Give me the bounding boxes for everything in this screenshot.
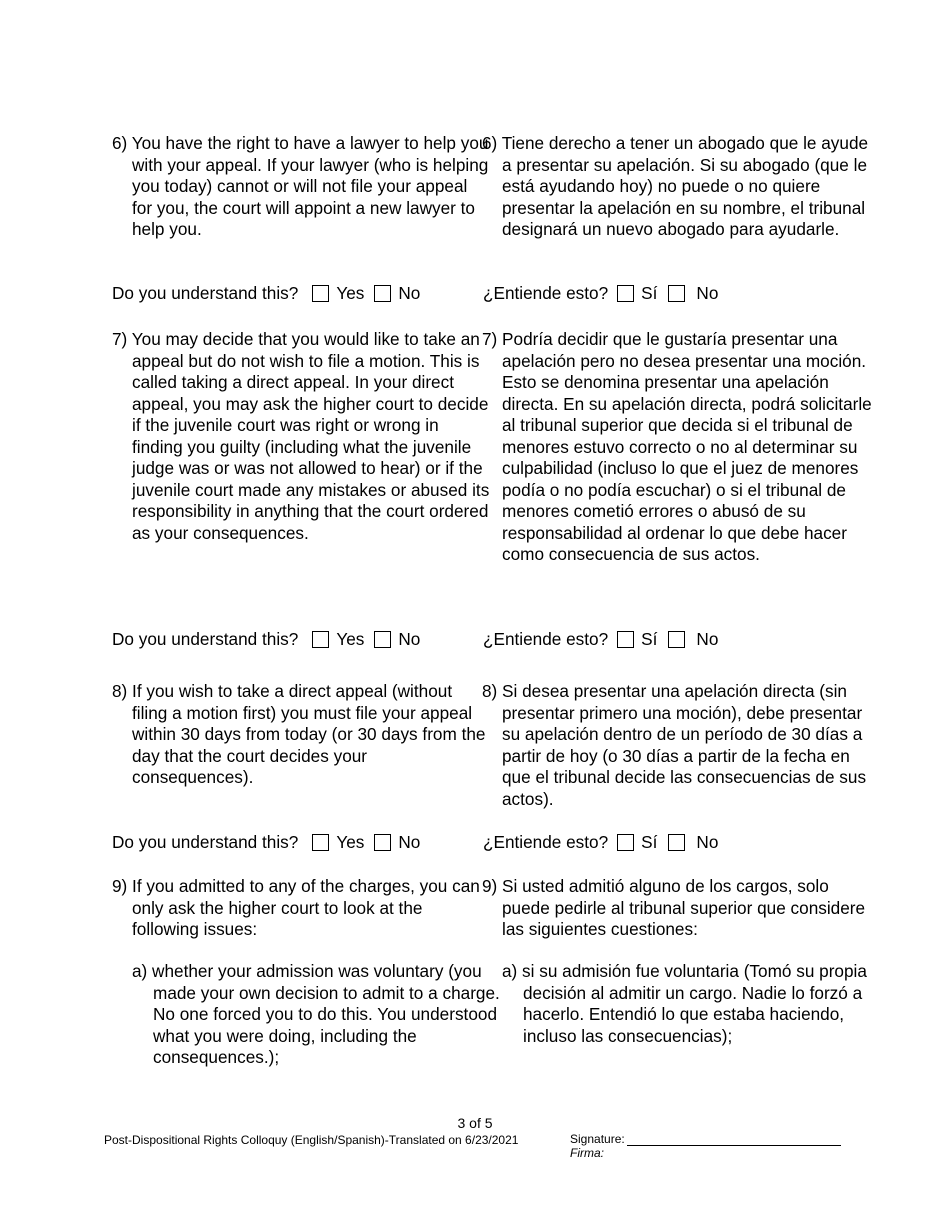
page-number: 3 of 5 bbox=[457, 1115, 493, 1131]
paragraph-6-es: 6) Tiene derecho a tener un abogado que le ayude a presentar su apelación. Si su abogado (que le está ayudando hoy) no puede o no quiere presentar la apelación en su nombre, el tribunal designará un nuevo abogado para ayudarle. bbox=[482, 133, 869, 239]
si-checkbox[interactable] bbox=[617, 285, 634, 302]
form-title: Post-Dispositional Rights Colloquy (English/Spanish)-Translated on 6/23/2021 bbox=[104, 1133, 519, 1147]
yes-label: Yes bbox=[336, 283, 365, 303]
yes-checkbox[interactable] bbox=[312, 631, 329, 648]
question-label: Do you understand this? bbox=[112, 629, 299, 649]
yes-checkbox[interactable] bbox=[312, 834, 329, 851]
no-label: No bbox=[696, 832, 719, 852]
question-8-en bbox=[112, 831, 420, 853]
yes-checkbox[interactable] bbox=[312, 285, 329, 302]
subitem-a-es: a) si su admisión fue voluntaria (Tomó su propia decisión al admitir un cargo. Nadie lo forzó a hacerlo. Entendió lo que estaba haciendo, incluso las consecuencias); bbox=[502, 961, 867, 1046]
question-6-en bbox=[112, 282, 420, 304]
paragraph-9-en: 9) If you admitted to any of the charges, you can only ask the higher court to look at the following issues: bbox=[112, 876, 480, 939]
no-checkbox[interactable] bbox=[374, 285, 391, 302]
signature-line[interactable] bbox=[627, 1145, 841, 1146]
question-label: ¿Entiende esto? bbox=[483, 283, 609, 303]
subitem-a-en: a) whether your admission was voluntary (you made your own decision to admit to a charge. No one forced you to do this. You understood what you were doing, including the consequences.); bbox=[132, 961, 500, 1067]
no-label: No bbox=[398, 832, 421, 852]
question-8-es bbox=[483, 831, 718, 853]
si-checkbox[interactable] bbox=[617, 834, 634, 851]
no-checkbox[interactable] bbox=[374, 834, 391, 851]
no-checkbox[interactable] bbox=[668, 631, 685, 648]
si-checkbox[interactable] bbox=[617, 631, 634, 648]
question-label: ¿Entiende esto? bbox=[483, 832, 609, 852]
no-label: No bbox=[398, 629, 421, 649]
paragraph-8-es: 8) Si desea presentar una apelación directa (sin presentar primero una moción), debe presentar su apelación dentro de un período de 30 días a partir de hoy (o 30 días a partir de la fecha en que el tribunal decide las consecuencias de sus actos). bbox=[482, 681, 867, 809]
no-label: No bbox=[696, 629, 719, 649]
question-label: ¿Entiende esto? bbox=[483, 629, 609, 649]
paragraph-6-en: 6) You have the right to have a lawyer to help you with your appeal. If your lawyer (who is helping you today) cannot or will not file your appeal for you, the court will appoint a new lawyer to help you. bbox=[112, 133, 489, 239]
question-7-es bbox=[483, 628, 718, 650]
no-label: No bbox=[398, 283, 421, 303]
yes-label: Yes bbox=[336, 629, 365, 649]
si-label: Sí bbox=[641, 629, 658, 649]
question-label: Do you understand this? bbox=[112, 832, 299, 852]
paragraph-9-es: 9) Si usted admitió alguno de los cargos, solo puede pedirle al tribunal superior que considere las siguientes cuestiones: bbox=[482, 876, 866, 939]
paragraph-7-en: 7) You may decide that you would like to take an appeal but do not wish to file a motion. This is called taking a direct appeal. In your direct appeal, you may ask the higher court to decide if the juvenile court was right or wrong in finding you guilty (including what the juvenile judge was or was not allowed to hear) or if the juvenile court made any mistakes or abused its responsibility in anything that the court ordered as your consequences. bbox=[112, 329, 490, 543]
no-checkbox[interactable] bbox=[668, 834, 685, 851]
question-label: Do you understand this? bbox=[112, 283, 299, 303]
paragraph-8-en: 8) If you wish to take a direct appeal (without filing a motion first) you must file your appeal within 30 days from today (or 30 days from the day that the court decides your consequences). bbox=[112, 681, 486, 787]
question-7-en bbox=[112, 628, 420, 650]
firma-label: Firma: bbox=[570, 1146, 604, 1160]
signature-label: Signature: bbox=[570, 1132, 625, 1146]
no-checkbox[interactable] bbox=[374, 631, 391, 648]
no-checkbox[interactable] bbox=[668, 285, 685, 302]
no-label: No bbox=[696, 283, 719, 303]
question-6-es bbox=[483, 282, 718, 304]
si-label: Sí bbox=[641, 283, 658, 303]
paragraph-7-es: 7) Podría decidir que le gustaría presentar una apelación pero no desea presentar una moción. Esto se denomina presentar una apelación directa. En su apelación directa, podrá solicitarle al tribunal superior que decida si el tribunal de menores estuvo correcto o no al determinar su culpabilidad (incluso lo que el juez de menores podía o no podía escuchar) o si el tribunal de menores cometió errores o abusó de su responsabilidad al ordenar lo que debe hacer como consecuencia de sus actos. bbox=[482, 329, 872, 564]
yes-label: Yes bbox=[336, 832, 365, 852]
si-label: Sí bbox=[641, 832, 658, 852]
